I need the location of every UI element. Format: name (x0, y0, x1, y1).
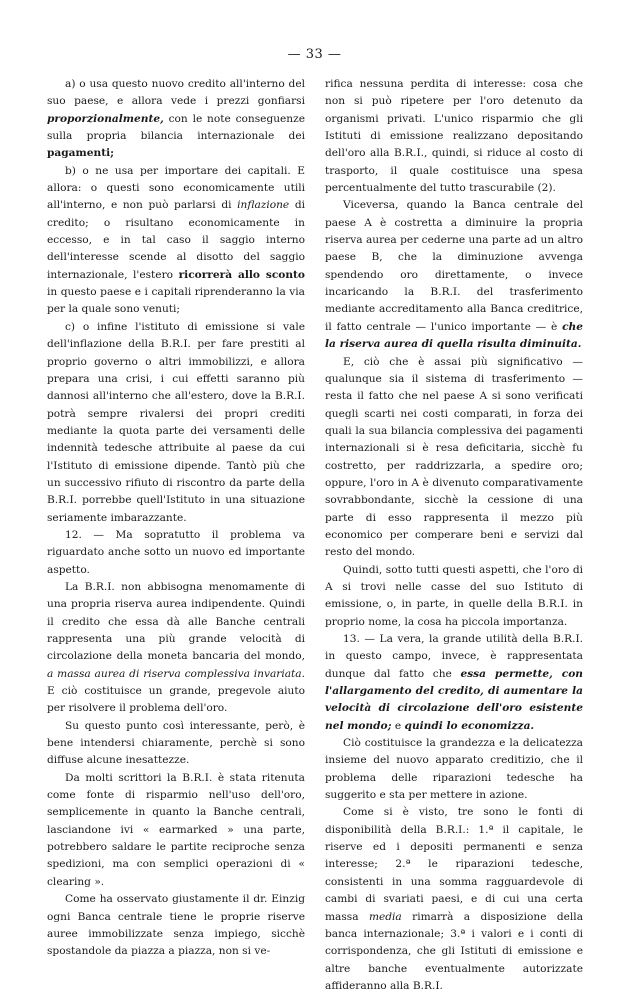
text-run: La B.R.I. non abbisogna menomamente di una propria riserva aurea indipendente. Quindi il credito che essa dà alle Banche centrali rappresenta una più grande velocità di circolazione della moneta bancaria del mondo, (47, 580, 305, 663)
paragraph (325, 631, 583, 735)
text-run: rimarrà a disposizione della banca internazionale; 3.ª i valori e i conti di corrispondenza, che gli Istituti di emissione e altre banche eventualmente autorizzate affideranno alla B.R.I. (325, 910, 584, 992)
text-run: a) o usa questo nuovo credito all'interno del suo paese, e allora vede i prezzi gonfiarsi (47, 78, 305, 108)
paragraph (325, 197, 583, 353)
emphasis-text: a massa aurea di riserva complessiva invariata. (47, 667, 305, 680)
text-run: e (391, 719, 405, 732)
emphasis-text: inflazione (237, 199, 290, 212)
paragraph (47, 76, 305, 163)
text-run: Come si è visto, tre sono le fonti di disponibilità della B.R.I.: 1.ª il capitale, le riserve ed i depositi permanenti e senza interesse; 2.ª le riparazioni tedesche, consistenti in una somma ragguardevole di cambi di svariati paesi, e di cui una certa massa (325, 806, 583, 923)
paragraph (47, 163, 305, 319)
text-run: in questo paese e i capitali riprenderanno la via per la quale sono venuti; (47, 286, 305, 316)
text-run: con le note conseguenze sulla propria bilancia internazionale dei (47, 112, 305, 143)
paragraph (47, 770, 305, 891)
text-run: Viceversa, quando la Banca centrale del paese A è costretta a diminuire la propria riserva aurea per cederne una parte ad un altro paese B, che la diminuzione avvenga spendendo oro direttamente, o invece incaricando la B.R.I. del trasferimento mediante accreditamento alla Banca creditrice, il fatto centrale — l'unico importante — è (325, 199, 583, 333)
text-run: Come ha osservato giustamente il dr. Einzig ogni Banca centrale tiene le proprie riserve auree immobilizzate senza impiego, sicchè spostandole da piazza a piazza, non si ve- (47, 893, 305, 958)
text-run: E ciò costituisce un grande, pregevole aiuto per risolvere il problema dell'oro. (47, 685, 305, 715)
paragraph (325, 354, 583, 562)
paragraph (325, 562, 583, 631)
paragraph (47, 718, 305, 770)
emphasis-text: ricorrerà allo sconto (178, 268, 305, 281)
emphasis-text: media (368, 910, 402, 923)
text-run: Ciò costituisce la grandezza e la delicatezza insieme del nuovo apparato creditizio, che il problema delle riparazioni tedesche ha suggerito e sta per mettere in azione. (325, 737, 583, 802)
emphasis-text: proporzionalmente, (47, 112, 164, 125)
paragraph (47, 891, 305, 960)
text-run: Su questo punto così interessante, però, è bene intendersi chiaramente, perchè si sono diffuse alcune inesattezze. (47, 719, 305, 767)
text-run: Quindi, sotto tutti questi aspetti, che l'oro di A si trovi nelle casse del suo Istituto di emissione, o, in parte, in quelle della B.R.I. in proprio nome, la cosa ha piccola importanza. (325, 563, 583, 628)
text-run: E, ciò che è assai più significativo — qualunque sia il sistema di trasferimento — resta il fatto che nel paese A si sono verificati quegli scarti nei costi comparati, in forza dei quali la sua bilancia complessiva dei pagamenti internazionali si è resa deficitaria, sicchè fu costretto, per raddrizzarla, a spedire oro; oppure, l'oro in A è divenuto comparativamente sovrabbondante, sicchè la cessione di una parte di esso rappresenta il mezzo più economico per comperare beni e servizi dal resto del mondo. (325, 355, 583, 559)
text-run: 12. — Ma sopratutto il problema va riguardato anche sotto un nuovo ed importante aspetto. (47, 528, 305, 576)
emphasis-text: pagamenti; (47, 147, 115, 160)
page-number: — 33 — (287, 47, 342, 62)
text-run: rifica nessuna perdita di interesse: cosa che non si può ripetere per l'oro detenuto da organismi privati. L'unico risparmio che gli Istituti di emissione realizzano depositando dell'oro alla B.R.I., quindi, si riduce al costo di trasporto, il quale costituisce una spesa percentualmente del tutto trascurabile (2). (325, 78, 583, 195)
emphasis-text: che la riserva aurea di quella risulta diminuita. (325, 320, 583, 351)
paragraph (47, 527, 305, 579)
paragraph (47, 579, 305, 718)
paragraph (325, 735, 583, 804)
text-run: 13. — La vera, la grande utilità della B.R.I. in questo campo, invece, è rappresentata dunque dal fatto che (325, 633, 583, 680)
text-run: di credito; o risultano economicamente in eccesso, e in tal caso il saggio interno dell'interesse scende al disotto del saggio internazionale, l'estero (47, 199, 305, 281)
paragraph (47, 319, 305, 527)
emphasis-text: essa permette, con l'allargamento del credito, di aumentare la velocità di circolazione dell'oro esistente nel mondo; (325, 667, 583, 732)
text-run: b) o ne usa per importare dei capitali. E allora: o questi sono economicamente utili all'interno, e non può parlarsi di (47, 164, 305, 212)
emphasis-text: quindi lo economizza. (404, 719, 535, 732)
paragraph (325, 76, 583, 197)
text-run: Da molti scrittori la B.R.I. è stata ritenuta come fonte di risparmio nell'uso dell'oro, semplicemente in quanto la Banche centrali, lasciandone ivi « earmarked » una parte, potrebbero saldare le partite reciproche senza spedizioni, ma con semplici operazioni di « clearing ». (47, 771, 305, 888)
right-column (325, 76, 583, 995)
left-column (47, 76, 305, 961)
text-run: c) o infine l'istituto di emissione si vale dell'inflazione della B.R.I. per fare prestiti al proprio governo o altri immobilizzi, e allora prepara una crisi, i cui effetti saranno più dannosi all'interno che all'estero, dove la B.R.I. potrà sempre rivalersi dei propri crediti mediante la quota parte dei versamenti delle indennità tedesche attribuite al paese da cui l'Istituto di emissione dipende. Tantò più che un successivo rifiuto di riscontro da parte della B.R.I. porrebbe quell'Istituto in una situazione seriamente imbarazzante. (47, 320, 305, 524)
